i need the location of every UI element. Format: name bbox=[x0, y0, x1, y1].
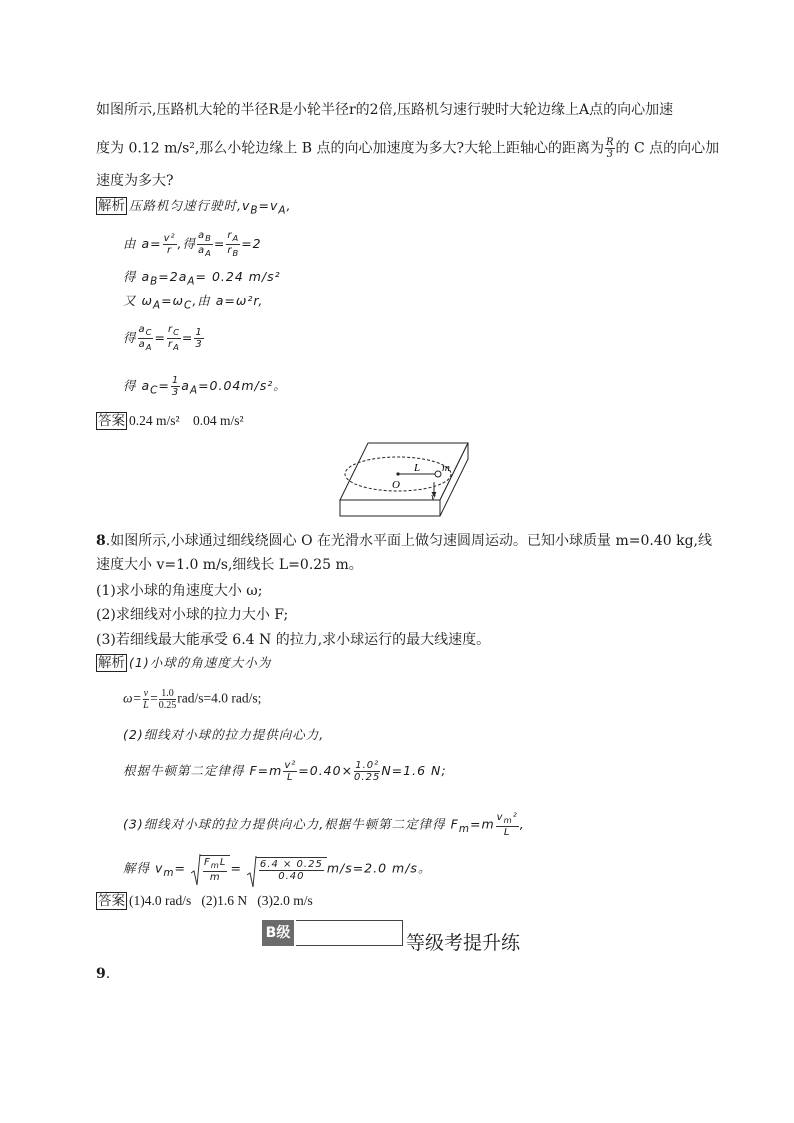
p7-analysis-line3: 得 $a_B=2a_A= 0.24$ m/s² bbox=[123, 269, 281, 288]
p7-line2-b: 的 C 点的向心加 bbox=[615, 140, 720, 157]
text: = bbox=[158, 378, 170, 393]
text: (1)4.0 rad/s (2)1.6 N (3)2.0 m/s bbox=[129, 893, 313, 908]
text: 解得 v bbox=[123, 860, 164, 876]
fraction-1-over-3: $\frac{1}{3}$ bbox=[171, 375, 180, 398]
text: m/s=2.0 m/s。 bbox=[326, 860, 432, 876]
label-m: m bbox=[442, 462, 450, 474]
section-title: 等级考提升练 bbox=[406, 932, 521, 954]
text: (3)细线对小球的拉力提供向心力,根据牛顿第二定律得 F bbox=[123, 816, 459, 832]
fraction-1-0-over-0-25: $\frac{1.0}{0.25}$ bbox=[158, 688, 177, 711]
sqrt-fm-l-over-m: $\frac{F_mL}{m}$ bbox=[191, 855, 230, 883]
text: , bbox=[286, 198, 292, 213]
label-v: v bbox=[431, 492, 436, 503]
p8-line1 bbox=[96, 532, 712, 550]
p8-analysis-line5: (3)细线对小球的拉力提供向心力,根据牛顿第二定律得 $F_m=m$ $\frac{v_m^2}{L}$ , bbox=[123, 812, 525, 838]
text: 根据牛顿第二定律得 F=m bbox=[123, 763, 283, 778]
sub: B bbox=[250, 204, 259, 217]
text: = 0.24 m/s² bbox=[195, 269, 281, 284]
text: =ω bbox=[161, 293, 185, 308]
fraction-v2-over-l: $\frac{\text{v²}}{L}$ bbox=[284, 760, 297, 783]
fraction-1-0sq-over-0-25: $\frac{\text{1.0²}}{0.25}$ bbox=[354, 760, 381, 783]
p7-analysis-line2: 由 a= $\frac{\text{v²}}{r}$ ,得 $\frac{a_B}{a_A}$ = $\frac{r_A}{r_B}$ =2 bbox=[123, 230, 262, 258]
sub: A bbox=[278, 204, 287, 217]
p7-analysis-line1 bbox=[96, 197, 292, 220]
fraction-aB-over-aA: $\frac{a_B}{a_A}$ bbox=[198, 230, 212, 258]
p8-line2: 速度大小 v=1.0 m/s,细线长 L=0.25 m。 bbox=[96, 557, 363, 573]
text: 由 a= bbox=[123, 236, 162, 251]
analysis-label: 解析 bbox=[98, 655, 125, 671]
text: =0.04m/s²。 bbox=[198, 378, 287, 393]
p8-q2: (2)求细线对小球的拉力大小 F; bbox=[96, 607, 289, 623]
text: 得 a bbox=[123, 269, 151, 284]
p7-analysis-line4: 又 $\omega_A=\omega_C$,由 a=ω²r, bbox=[123, 293, 264, 312]
fraction-aC-over-aA: $\frac{a_C}{a_A}$ bbox=[138, 324, 153, 352]
text: .如图所示,小球通过细线绕圆心 O 在光滑水平面上做匀速圆周运动。已知小球质量 m=0.40 kg,线 bbox=[105, 533, 712, 549]
fraction-rC-over-rA: $\frac{r_C}{r_A}$ bbox=[167, 324, 180, 352]
p8-q3: (3)若细线最大能承受 6.4 N 的拉力,求小球运行的最大线速度。 bbox=[96, 632, 491, 648]
label-l: L bbox=[414, 462, 421, 474]
answer-label: 答案 bbox=[98, 413, 125, 429]
radical-sign-icon bbox=[191, 853, 201, 887]
p7-answer bbox=[96, 412, 244, 430]
text: 又 ω bbox=[123, 293, 153, 308]
text: =m bbox=[470, 816, 495, 832]
p8-analysis-line3: (2)细线对小球的拉力提供向心力, bbox=[123, 727, 325, 742]
text: N=1.6 N; bbox=[381, 763, 447, 778]
fraction-r-over-3: $\frac{R}{3}$ bbox=[606, 137, 614, 160]
p7-line2-a: 度为 0.12 m/s²,那么小轮边缘上 B 点的向心加速度为多大?大轮上距轴心的距离为 bbox=[96, 140, 605, 157]
p8-analysis-line1 bbox=[96, 654, 271, 672]
text: = bbox=[174, 860, 186, 876]
p7-line3: 速度为多大? bbox=[96, 173, 174, 189]
fraction-v2-over-r: $\frac{\text{v²}}{r}$ bbox=[163, 233, 176, 256]
plane-front bbox=[340, 500, 440, 516]
text: , bbox=[519, 816, 525, 832]
p8-q1: (1)求小球的角速度大小 ω; bbox=[96, 583, 263, 599]
p8-analysis-line2: ω= $\frac{v}{L}$ = $\frac{1.0}{0.25}$ rad/s=4.0 rad/s; bbox=[123, 688, 262, 711]
circular-motion-figure bbox=[322, 438, 472, 520]
text: 0.24 m/s² 0.04 m/s² bbox=[129, 413, 244, 428]
p9-line bbox=[96, 965, 110, 983]
p7-analysis-line6: 得 $a_C=$ $\frac{1}{3}$ $a_A=0.04m/s^2$。 bbox=[123, 375, 287, 398]
text: rad/s=4.0 rad/s; bbox=[177, 690, 262, 706]
text: 得 bbox=[123, 330, 137, 345]
text: ,得 bbox=[177, 236, 197, 251]
section-title-line bbox=[296, 920, 403, 946]
sqrt-6-4-x-0-25-over-0-40: $\frac{6.4 \times 0.25}{0.40}$ bbox=[247, 857, 327, 882]
text: =2 bbox=[241, 236, 262, 251]
radical-sign-icon bbox=[247, 855, 257, 889]
text: 压路机匀速行驶时,v bbox=[129, 198, 251, 213]
problem-number: 8 bbox=[96, 533, 106, 549]
analysis-label: 解析 bbox=[98, 198, 125, 214]
text: 得 a bbox=[123, 378, 151, 393]
p8-analysis-line4 bbox=[123, 760, 447, 783]
p8-answer bbox=[96, 892, 313, 910]
text: ω= bbox=[123, 690, 142, 706]
text: =2a bbox=[158, 269, 188, 284]
text: ,由 a=ω²r, bbox=[192, 293, 264, 308]
p8-analysis-line6: 解得 $v_m=$ $\frac{F_mL}{m}$ = $\frac{6.4 \times 0.25}{0.40}$ m/s=2.0 m/s。 bbox=[123, 855, 431, 883]
ball bbox=[435, 471, 441, 477]
p7-line2 bbox=[96, 137, 719, 160]
p7-line1: 如图所示,压路机大轮的半径R是小轮半径r的2倍,压路机匀速行驶时大轮边缘上A点的向心加速 bbox=[96, 102, 674, 118]
fraction-v-over-l: $\frac{v}{L}$ bbox=[143, 688, 149, 711]
answer-label: 答案 bbox=[98, 893, 125, 909]
fraction-rA-over-rB: $\frac{r_A}{r_B}$ bbox=[227, 230, 240, 258]
text: . bbox=[105, 966, 111, 982]
section-badge: B级 bbox=[262, 920, 294, 946]
fraction-vm2-over-l: $\frac{v_m^2}{L}$ bbox=[496, 812, 518, 838]
p7-analysis-line5: 得 $\frac{a_C}{a_A}$ = $\frac{r_C}{r_A}$ = $\frac{1}{3}$ bbox=[123, 324, 203, 352]
label-o: O bbox=[392, 479, 400, 491]
text: =0.40× bbox=[298, 763, 354, 778]
text: =v bbox=[258, 198, 279, 213]
text: (1)小球的角速度大小为 bbox=[129, 655, 272, 670]
fraction-1-over-3: $\frac{1}{3}$ bbox=[195, 327, 203, 350]
problem-number: 9 bbox=[96, 966, 106, 982]
